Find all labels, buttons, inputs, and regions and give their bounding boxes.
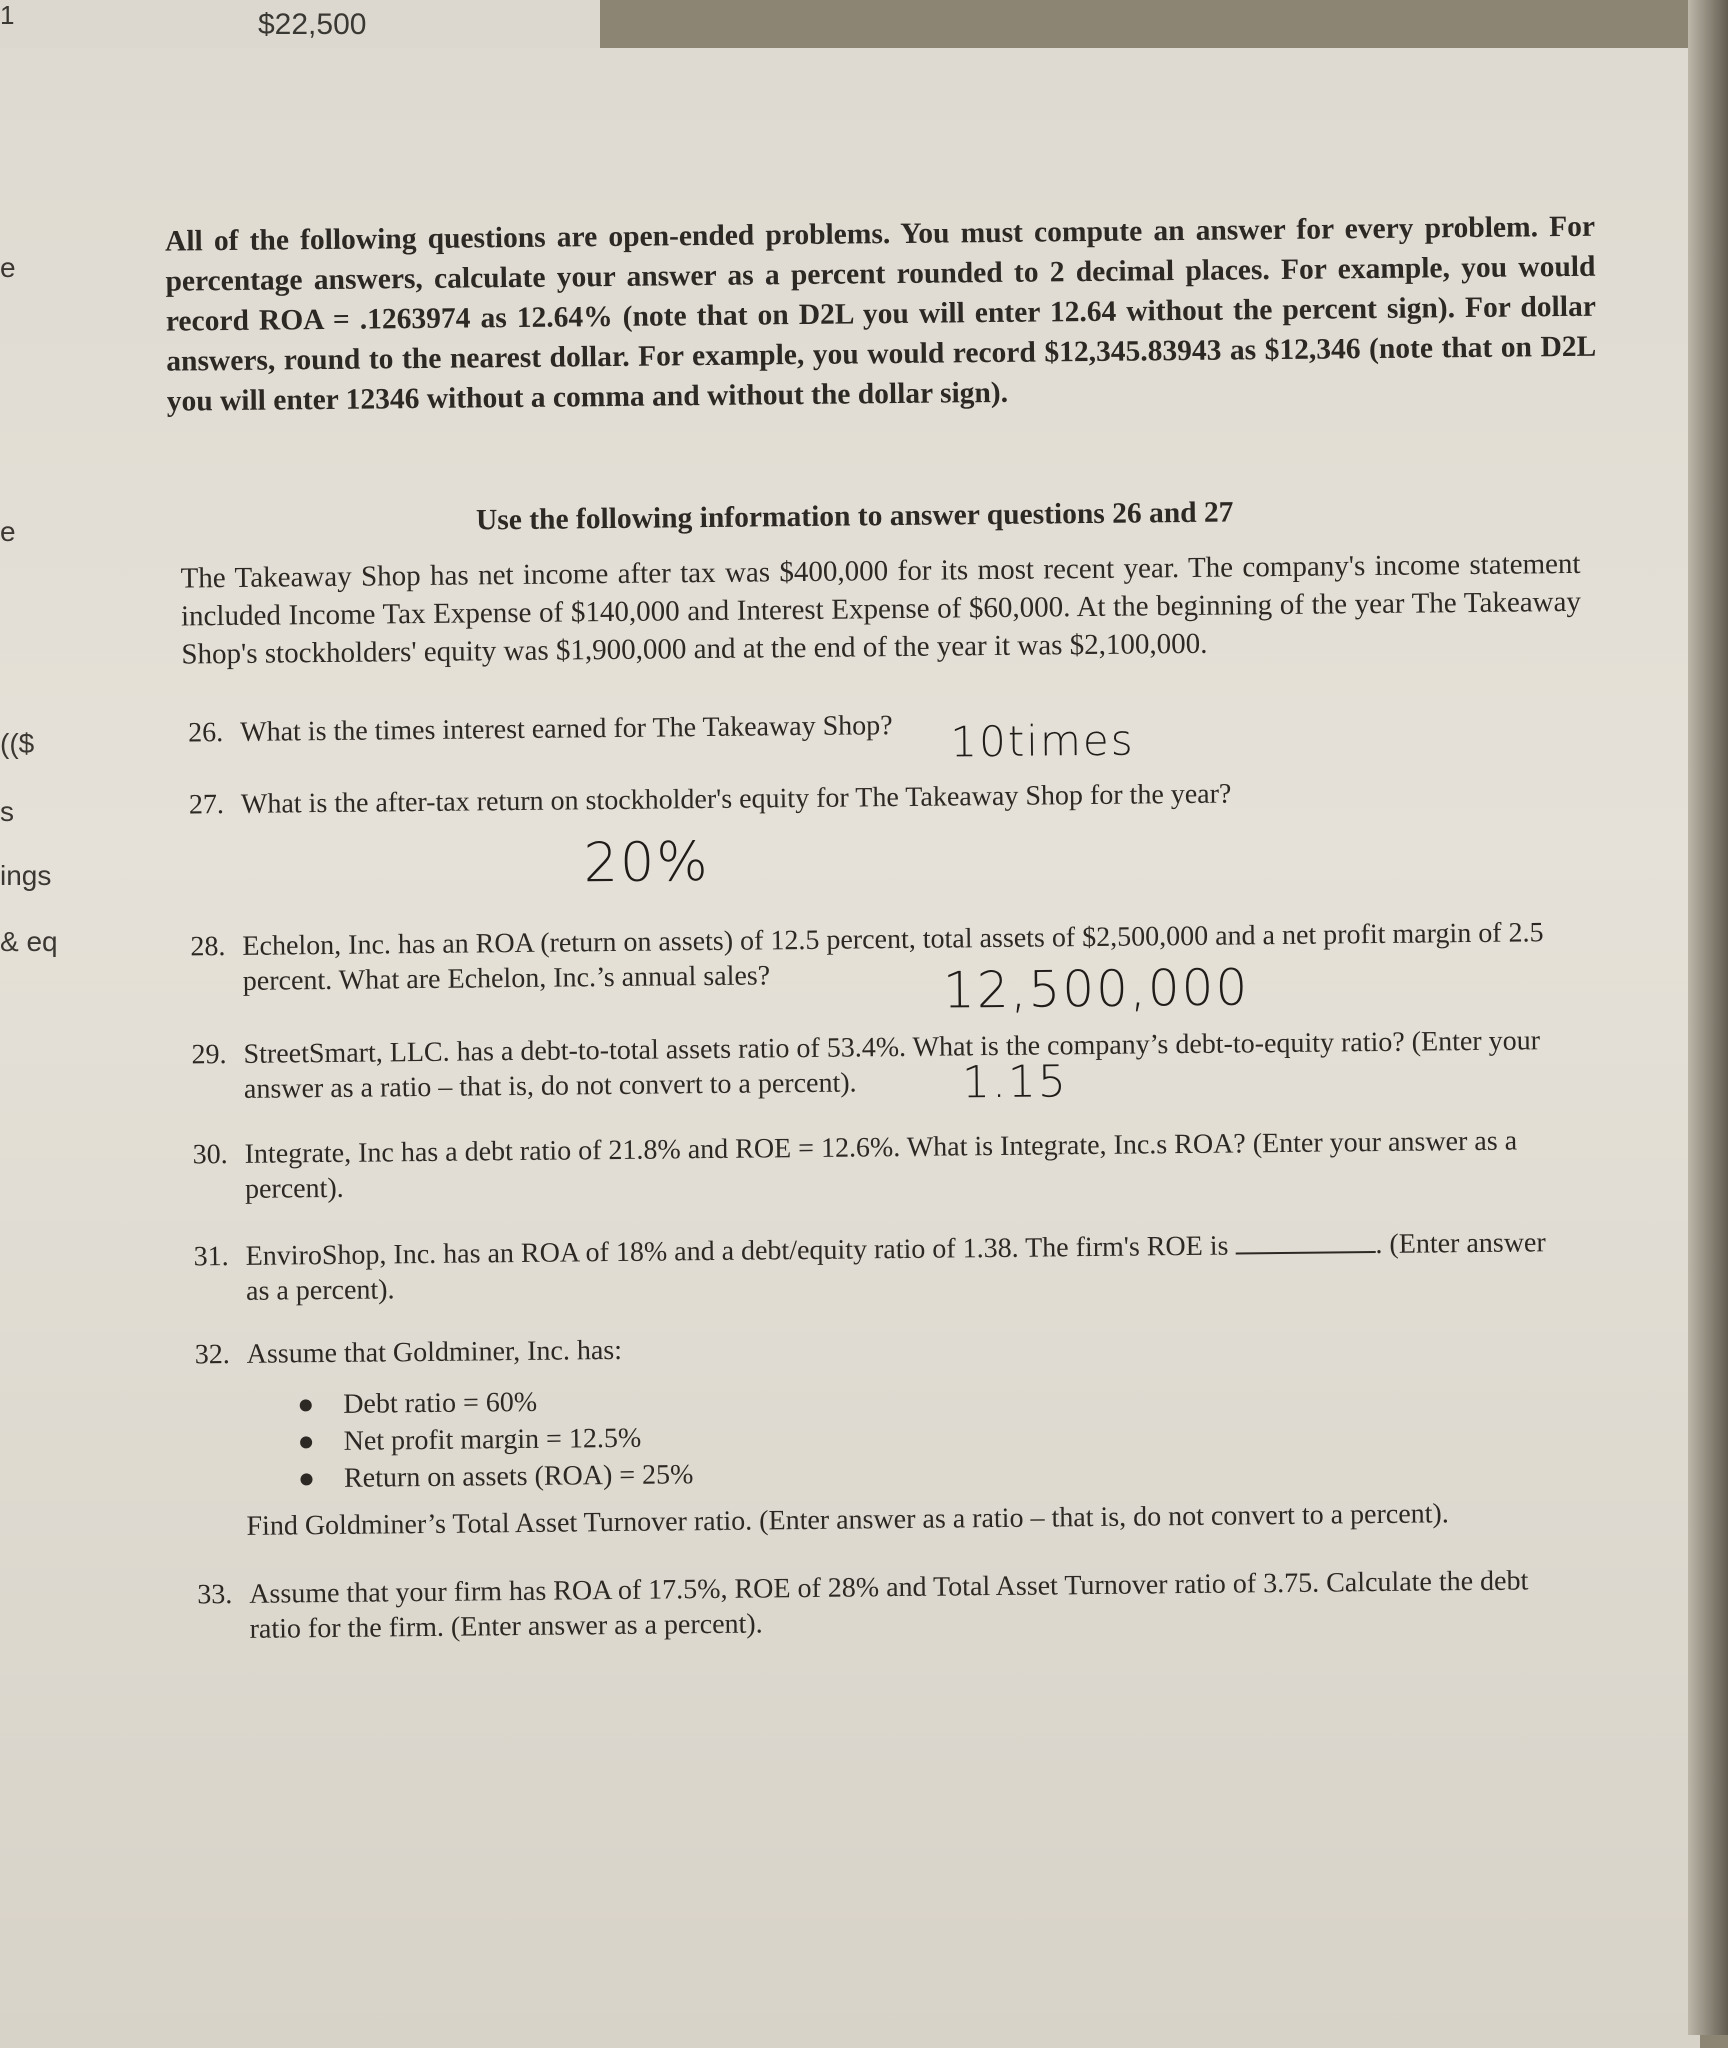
question-29 (191, 1023, 1572, 1107)
margin-fragment: e (0, 516, 16, 547)
question-27 (189, 773, 1569, 822)
question-text: What is the after-tax return on stockholder's equity for The Takeaway Shop for the year? (240, 778, 1232, 820)
handwritten-answer-28: 12,500,000 (942, 958, 1250, 1020)
list-item: ● Net profit margin = 12.5% (297, 1419, 693, 1460)
question-number: 26. (188, 717, 224, 749)
question-26 (188, 701, 1568, 750)
question-32-instruction: Find Goldminer’s Total Asset Turnover ratio. (Enter answer as a ratio – that is, do not convert to a percent). (246, 1498, 1449, 1542)
question-text: Assume that Goldminer, Inc. has: (246, 1334, 623, 1370)
margin-fragment: s (0, 796, 14, 827)
answer-blank[interactable] (1235, 1227, 1375, 1254)
instructions-paragraph: All of the following questions are open-ended problems. You must compute an answer for every problem. For percentage answers, calculate your answer as a percent rounded to 2 decimal places. For example, you would record ROA = .1263974 as 12.64% (note that on D2L you will enter 12.64 without the percent sign). For dollar answers, round to the nearest dollar. For example, you would record $12,345.83943 as $12,346 (note that on D2L you will enter 12346 without a comma and without the dollar sign). (164, 210, 1597, 418)
margin-fragment: & eq (0, 926, 58, 957)
question-30 (192, 1123, 1573, 1207)
question-text: Echelon, Inc. has an ROA (return on assets) of 12.5 percent, total assets of $2,500,000 and a net profit margin of 2.5 percent. What are Echelon, Inc.’s annual sales? (242, 917, 1544, 997)
bullet-list (297, 1382, 694, 1497)
question-number: 27. (188, 789, 225, 821)
margin-fragment: (($ (0, 728, 35, 759)
background-corner-char: 1 (0, 0, 15, 30)
handwritten-answer-27: 20% (583, 829, 710, 895)
list-item: ● Return on assets (ROA) = 25% (298, 1456, 694, 1497)
question-text: StreetSmart, LLC. has a debt-to-total assets ratio of 53.4%. What is the company’s debt-to-equity ratio? (Enter your answer as a ratio – that is, do not convert to a percent). (243, 1025, 1541, 1105)
list-item: ● Debt ratio = 60% (297, 1382, 693, 1423)
question-text: Integrate, Inc has a debt ratio of 21.8% and ROE = 12.6%. What is Integrate, Inc.s ROA? (Enter your answer as a percent). (244, 1125, 1518, 1205)
question-text-continued: . (Enter answer as a percent). (245, 1227, 1546, 1307)
question-33 (197, 1563, 1578, 1647)
question-number: 33. (197, 1579, 233, 1611)
question-text: Assume that your firm has ROA of 17.5%, ROE of 28% and Total Asset Turnover ratio of 3.75. Calculate the debt ratio for the firm. (Enter answer as a percent). (249, 1565, 1529, 1645)
section-heading: Use the following information to answer questions 26 and 27 (475, 496, 1234, 537)
question-number: 30. (192, 1139, 228, 1171)
question-number: 32. (194, 1339, 230, 1371)
question-text: EnviroShop, Inc. has an ROA of 18% and a debt/equity ratio of 1.38. The firm's ROE is (245, 1230, 1229, 1272)
handwritten-answer-29: 1.15 (961, 1056, 1069, 1109)
problem-context-paragraph: The Takeaway Shop has net income after tax was $400,000 for its most recent year. The company's income statement included Income Tax Expense of $140,000 and Interest Expense of $60,000. At the beginning of the year The Takeaway Shop's stockholders' equity was $1,900,000 and at the end of the year it was $2,100,000. (180, 547, 1582, 671)
question-number: 29. (191, 1039, 227, 1071)
handwritten-answer-26: 10times (950, 715, 1135, 767)
question-text: What is the times interest earned for The Takeaway Shop? (240, 710, 893, 748)
margin-fragment: e (0, 252, 16, 283)
bullet-icon: ● (297, 1389, 315, 1421)
question-31 (194, 1225, 1575, 1309)
question-28 (190, 915, 1571, 999)
question-number: 31. (193, 1241, 229, 1273)
bullet-icon: ● (297, 1463, 316, 1495)
margin-fragment: ings (0, 860, 52, 891)
bullet-icon: ● (297, 1426, 315, 1458)
question-32 (195, 1323, 1575, 1372)
background-amount: $22,500 (258, 8, 367, 41)
question-number: 28. (190, 931, 226, 963)
